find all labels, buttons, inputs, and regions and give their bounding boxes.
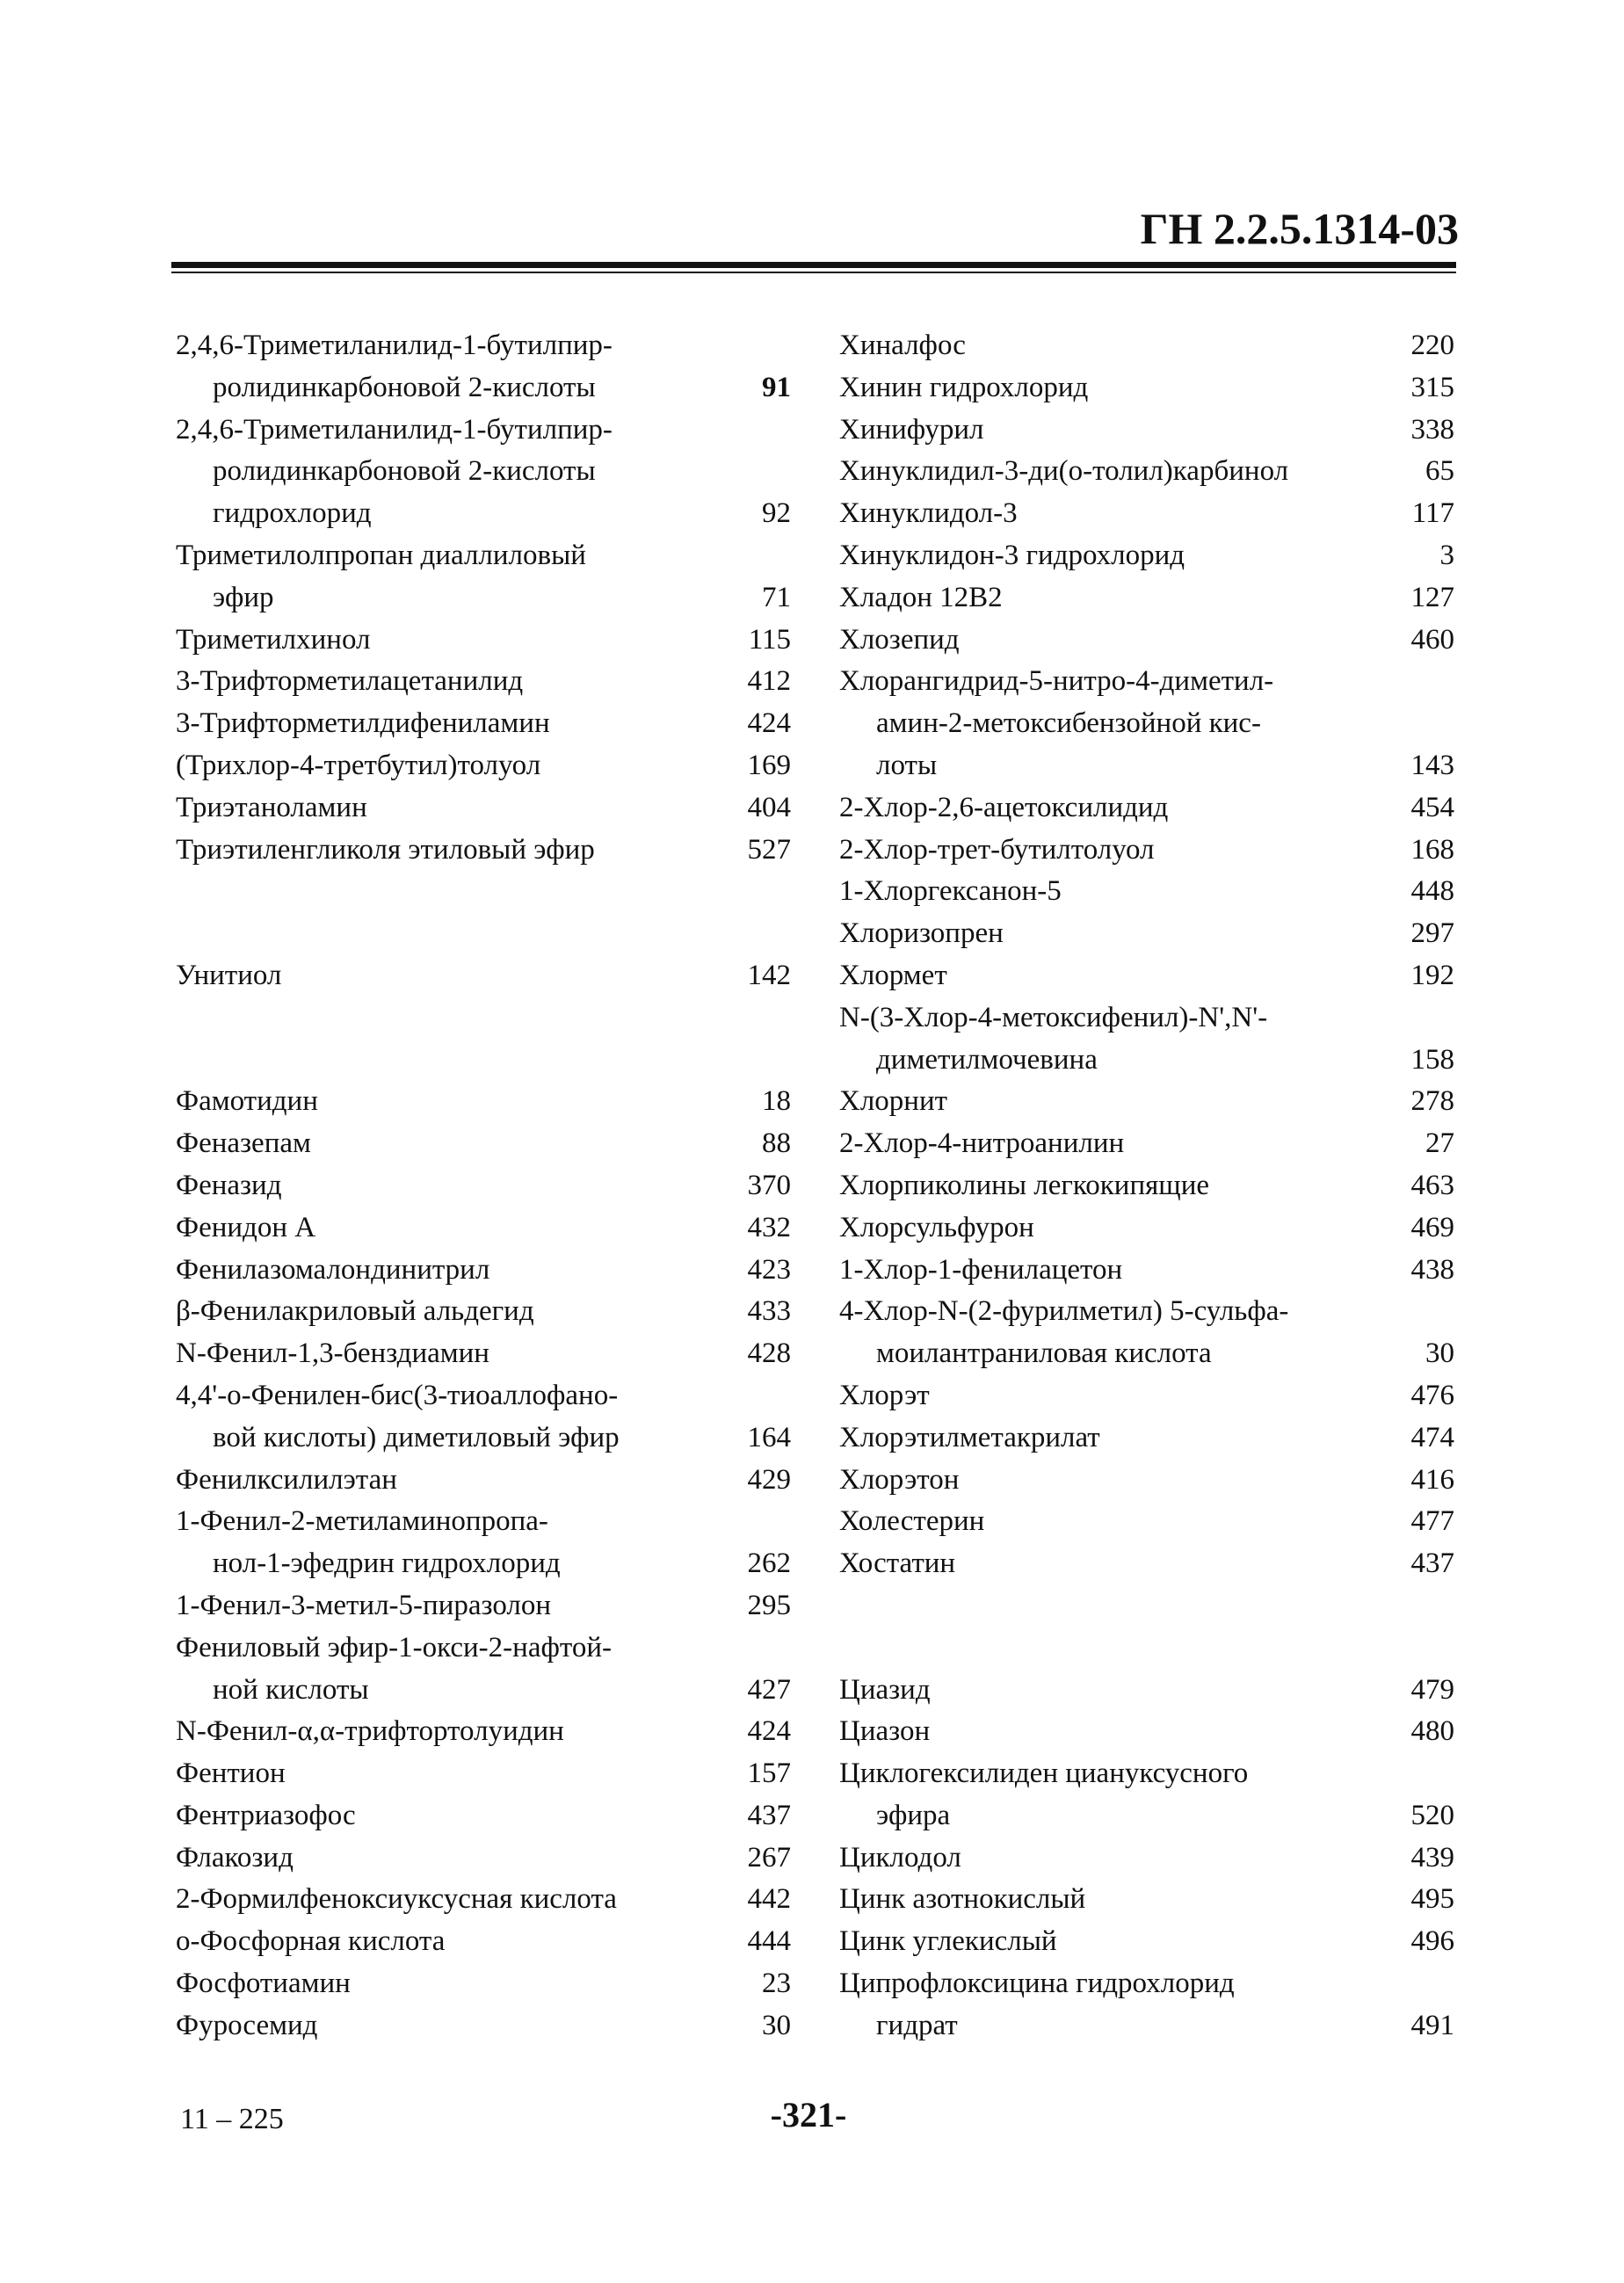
index-entry-term-line: Триэтиленгликоля этиловый эфир [176, 833, 595, 866]
index-entry-term-line: N-Фенил-1,3-бенздиамин [176, 1337, 489, 1370]
index-entry-term [839, 1250, 1454, 1292]
index-entry-term [839, 997, 1454, 1082]
index-entry-page: 220 [1410, 330, 1454, 361]
index-entry [839, 1081, 1454, 1123]
index-entry-term-line: Триэтаноламин [176, 791, 367, 823]
index-entry-term [839, 1417, 1454, 1460]
index-entry-term-line: ролидинкарбоновой 2-кислоты [213, 371, 596, 403]
index-entry-term-line: N-(3-Хлор-4-метоксифенил)-N',N'- [839, 1001, 1268, 1033]
index-entry-term-line: Холестерин [839, 1505, 985, 1538]
index-entry-page: 370 [747, 1169, 791, 1201]
index-entry-term-line: Фентион [176, 1758, 286, 1790]
index-entry-term [839, 451, 1454, 493]
index-entry-term [176, 1963, 791, 2005]
index-entry [176, 409, 791, 535]
index-entry-page: 437 [747, 1799, 791, 1831]
index-entry [176, 955, 791, 997]
index-entry-term [176, 1081, 791, 1123]
index-entry-term-line: Фенилксилилэтан [176, 1463, 397, 1496]
index-entry [839, 1670, 1454, 1712]
index-entry [839, 577, 1454, 620]
index-entry-page: 30 [1425, 1337, 1454, 1370]
index-entry-page: 424 [747, 707, 791, 740]
footer-sheet-number: 11 – 225 [180, 2103, 284, 2135]
index-entry-term [839, 1123, 1454, 1165]
index-entry [839, 325, 1454, 367]
index-entry-term-line: Фамотидин [176, 1085, 318, 1118]
index-entry-term [839, 620, 1454, 662]
index-entry [839, 830, 1454, 872]
index-entry [176, 1165, 791, 1207]
index-entry-page: 416 [1410, 1463, 1454, 1496]
index-entry [176, 787, 791, 830]
index-entry [839, 451, 1454, 493]
index-entry-term [839, 1879, 1454, 1921]
index-entry-term [176, 1250, 791, 1292]
index-entry [839, 409, 1454, 452]
index-entry-term-line: 4-Хлор-N-(2-фурилметил) 5-сульфа- [839, 1295, 1289, 1328]
index-entry-term-line: Хинуклидол-3 [839, 497, 1018, 530]
index-entry-term-line: Хлорнит [839, 1085, 948, 1118]
index-entry [176, 830, 791, 872]
index-entry-term-line: о-Фосфорная кислота [176, 1925, 446, 1958]
index-entry-page: 437 [1410, 1547, 1454, 1580]
index-entry [839, 997, 1454, 1082]
index-entry-term [839, 409, 1454, 452]
index-entry [176, 1291, 791, 1333]
index-entry-page: 454 [1410, 791, 1454, 823]
index-entry [176, 1921, 791, 1963]
index-entry-page: 115 [748, 623, 791, 656]
index-entry-term-line: вой кислоты) диметиловый эфир [213, 1421, 620, 1453]
index-column-left [176, 325, 791, 2047]
index-entry-term [839, 1837, 1454, 1880]
index-entry-term-line: 2-Хлор-трет-бутилтолуол [839, 833, 1155, 866]
index-entry-term [176, 1879, 791, 1921]
index-entry-term [839, 1375, 1454, 1417]
index-entry-term [839, 535, 1454, 577]
index-entry [839, 1417, 1454, 1460]
index-entry-term [176, 787, 791, 830]
index-entry-page: 469 [1410, 1211, 1454, 1243]
index-entry-term-line: Хлорпиколины легкокипящие [839, 1169, 1210, 1201]
index-entry-page: 30 [762, 2009, 791, 2041]
index-entry-term [176, 745, 791, 787]
index-entry-term-line: 1-Хлор-1-фенилацетон [839, 1253, 1123, 1286]
index-entry-term [176, 1333, 791, 1375]
header-rule-thin [171, 272, 1456, 273]
index-entry [176, 1460, 791, 1502]
index-entry-page: 157 [747, 1758, 791, 1790]
index-entry-term [176, 325, 791, 409]
index-entry-term-line: 3-Трифторметилдифениламин [176, 707, 550, 740]
document-code: ГН 2.2.5.1314-03 [1140, 204, 1459, 253]
section-gap [176, 997, 791, 1082]
index-entry-page: 442 [747, 1883, 791, 1916]
index-entry-term-line: Хладон 12В2 [839, 581, 1003, 613]
index-entry-term-line: Хинуклидил-3-ди(о-толил)карбинол [839, 455, 1289, 488]
index-entry [176, 703, 791, 745]
index-entry-term [176, 535, 791, 620]
index-entry-term [176, 703, 791, 745]
index-entry-page: 460 [1410, 623, 1454, 656]
index-entry-page: 444 [747, 1925, 791, 1958]
index-entry [839, 1711, 1454, 1753]
index-entry-term [176, 1460, 791, 1502]
index-entry-term [839, 367, 1454, 409]
index-entry-page: 476 [1410, 1379, 1454, 1411]
index-entry-term [176, 1627, 791, 1712]
index-entry [176, 745, 791, 787]
index-entry-page: 315 [1410, 371, 1454, 403]
index-entry-term [176, 409, 791, 535]
index-entry-term [176, 620, 791, 662]
index-entry-term-line: Ципрофлоксицина гидрохлорид [839, 1968, 1235, 2000]
index-entry-term-line: 2-Формилфеноксиуксусная кислота [176, 1883, 617, 1916]
index-entry-page: 433 [747, 1295, 791, 1328]
index-entry-term-line: ролидинкарбоновой 2-кислоты [213, 455, 596, 488]
index-entry-page: 92 [762, 497, 791, 530]
index-entry-term [176, 955, 791, 997]
index-entry [839, 1375, 1454, 1417]
index-entry-term-line: Хлоризопрен [839, 917, 1004, 950]
index-entry-term [839, 871, 1454, 913]
index-entry-page: 520 [1410, 1799, 1454, 1831]
index-entry-term-line: Циазон [839, 1715, 931, 1748]
index-entry-page: 158 [1410, 1043, 1454, 1076]
index-entry-page: 88 [762, 1127, 791, 1160]
index-entry-term-line: N-Фенил-α,α-трифтортолуидин [176, 1715, 564, 1748]
index-entry-page: 127 [1410, 581, 1454, 613]
index-entry-term [839, 1207, 1454, 1250]
index-entry [176, 1501, 791, 1585]
index-entry [176, 1837, 791, 1880]
index-entry-term [839, 913, 1454, 955]
index-entry-term-line: Фосфотиамин [176, 1968, 351, 2000]
index-entry [839, 1543, 1454, 1585]
index-entry-term [839, 955, 1454, 997]
index-entry-term [839, 1165, 1454, 1207]
index-entry-term-line: Фентриазофос [176, 1799, 356, 1831]
index-entry-term-line: Фенидон А [176, 1211, 316, 1243]
index-entry-term-line: Хлозепид [839, 623, 960, 656]
index-entry-term-line: эфира [876, 1799, 951, 1831]
index-entry-term [839, 1460, 1454, 1502]
index-entry-term-line: (Трихлор-4-третбутил)толуол [176, 749, 541, 781]
index-entry [176, 535, 791, 620]
index-entry-term [176, 1795, 791, 1837]
section-gap [839, 1585, 1454, 1670]
index-entry-page: 192 [1410, 959, 1454, 991]
index-entry-term-line: моилантраниловая кислота [876, 1337, 1212, 1370]
index-entry-page: 18 [762, 1085, 791, 1118]
index-entry-term-line: 3-Трифторметилацетанилид [176, 665, 524, 698]
index-entry-term-line: Триметилхинол [176, 623, 371, 656]
index-entry-term-line: Хиналфос [839, 330, 966, 361]
index-entry [176, 1250, 791, 1292]
index-entry-term-line: Цинк азотнокислый [839, 1883, 1086, 1916]
index-entry [839, 1501, 1454, 1543]
index-entry-term [839, 1921, 1454, 1963]
index-entry-term [176, 1711, 791, 1753]
index-entry [839, 1837, 1454, 1880]
index-entry-term-line: Хлорангидрид-5-нитро-4-диметил- [839, 665, 1274, 698]
index-entry-page: 412 [747, 665, 791, 698]
index-entry-page: 142 [747, 959, 791, 991]
index-entry-page: 448 [1410, 875, 1454, 908]
index-entry-page: 3 [1439, 539, 1454, 571]
index-entry-term-line: 2-Хлор-4-нитроанилин [839, 1127, 1125, 1160]
index-entry-term-line: амин-2-метоксибензойной кис- [876, 707, 1261, 740]
index-entry [839, 955, 1454, 997]
index-entry-term [839, 577, 1454, 620]
index-entry-term [176, 1501, 791, 1585]
index-entry-term-line: нол-1-эфедрин гидрохлорид [213, 1547, 561, 1580]
index-entry-term-line: 2,4,6-Триметиланилид-1-бутилпир- [176, 330, 613, 361]
index-entry-term-line: 2-Хлор-2,6-ацетоксилидид [839, 791, 1169, 823]
index-entry-term-line: диметилмочевина [876, 1043, 1098, 1076]
index-entry-page: 480 [1410, 1715, 1454, 1748]
index-entry-term-line: 4,4'-о-Фенилен-бис(3-тиоаллофано- [176, 1379, 619, 1411]
index-entry-term [839, 325, 1454, 367]
index-entry-term-line: 1-Фенил-2-метиламинопропа- [176, 1505, 548, 1538]
index-entry-term-line: Хлорэтон [839, 1463, 960, 1496]
index-entry-term-line: Циклодол [839, 1841, 961, 1874]
index-entry [839, 1753, 1454, 1837]
index-entry-page: 477 [1410, 1505, 1454, 1538]
index-entry [176, 1963, 791, 2005]
index-entry-term-line: Цинк углекислый [839, 1925, 1057, 1958]
index-entry-term [839, 1963, 1454, 2047]
index-entry-term [839, 1670, 1454, 1712]
index-entry-term-line: Фенилазомалондинитрил [176, 1253, 490, 1286]
index-entry-page: 428 [747, 1337, 791, 1370]
index-entry-page: 91 [762, 371, 791, 403]
index-entry-page: 23 [762, 1968, 791, 2000]
index-entry-term [176, 1375, 791, 1460]
index-entry [839, 871, 1454, 913]
index-entry-page: 168 [1410, 833, 1454, 866]
index-entry-term [839, 1543, 1454, 1585]
header-rule-thick [171, 262, 1456, 268]
index-entry-term-line: гидрохлорид [213, 497, 372, 530]
index-entry-term [839, 787, 1454, 830]
index-entry [839, 493, 1454, 535]
index-entry-term-line: Феназид [176, 1169, 282, 1201]
index-entry-page: 143 [1410, 749, 1454, 781]
index-entry-term-line: Хлормет [839, 959, 947, 991]
index-entry [176, 1207, 791, 1250]
index-entry-page: 295 [747, 1589, 791, 1621]
index-entry-term-line: Хинуклидон-3 гидрохлорид [839, 539, 1185, 571]
index-entry-term-line: 1-Хлоргексанон-5 [839, 875, 1062, 908]
index-entry-term [176, 1165, 791, 1207]
index-entry-term [839, 661, 1454, 786]
index-entry [176, 1333, 791, 1375]
index-entry-term-line: Хостатин [839, 1547, 956, 1580]
index-entry-page: 432 [747, 1211, 791, 1243]
index-entry [839, 1963, 1454, 2047]
index-entry [839, 367, 1454, 409]
index-entry-term-line: гидрат [876, 2009, 958, 2041]
index-entry-term-line: лоты [876, 749, 938, 781]
index-entry-term [176, 1837, 791, 1880]
index-entry-term [839, 1501, 1454, 1543]
index-entry-term [176, 830, 791, 872]
index-entry-page: 164 [747, 1421, 791, 1453]
index-entry-term [839, 1711, 1454, 1753]
index-entry-term-line: Хлорсульфурон [839, 1211, 1034, 1243]
index-entry [176, 1585, 791, 1627]
index-entry-term-line: Циазид [839, 1673, 931, 1706]
index-entry-term [176, 1123, 791, 1165]
index-entry-term [176, 661, 791, 703]
index-entry-page: 278 [1410, 1085, 1454, 1118]
index-entry-term-line: Фуросемид [176, 2009, 318, 2041]
index-entry-term [176, 1921, 791, 1963]
index-entry-page: 423 [747, 1253, 791, 1286]
index-entry-page: 479 [1410, 1673, 1454, 1706]
index-entry-page: 117 [1411, 497, 1454, 530]
index-entry [839, 1291, 1454, 1375]
index-entry-page: 65 [1425, 455, 1454, 488]
index-entry [176, 325, 791, 409]
index-entry [176, 1711, 791, 1753]
index-entry-term [176, 1753, 791, 1795]
index-entry-term [176, 1585, 791, 1627]
index-entry [839, 1460, 1454, 1502]
index-entry-page: 71 [762, 581, 791, 613]
index-entry-page: 404 [747, 791, 791, 823]
index-entry-page: 427 [747, 1673, 791, 1706]
index-entry [839, 1165, 1454, 1207]
index-entry-term-line: Хлорэт [839, 1379, 930, 1411]
index-entry-term-line: ной кислоты [213, 1673, 369, 1706]
index-entry [839, 535, 1454, 577]
index-entry-term-line: Триметилолпропан диаллиловый [176, 539, 586, 571]
section-gap [176, 871, 791, 955]
index-entry-page: 474 [1410, 1421, 1454, 1453]
index-entry-page: 424 [747, 1715, 791, 1748]
index-entry [176, 1795, 791, 1837]
index-entry [176, 1123, 791, 1165]
index-column-right [839, 325, 1454, 2047]
index-entry-page: 297 [1410, 917, 1454, 950]
index-entry-term [839, 830, 1454, 872]
index-entry [839, 913, 1454, 955]
index-entry-page: 429 [747, 1463, 791, 1496]
index-entry-term-line: Хлорэтилметакрилат [839, 1421, 1100, 1453]
index-entry-page: 438 [1410, 1253, 1454, 1286]
index-entry-page: 338 [1410, 413, 1454, 446]
index-entry [839, 1879, 1454, 1921]
index-entry-page: 495 [1410, 1883, 1454, 1916]
index-entry-term [176, 2005, 791, 2047]
index-entry [176, 2005, 791, 2047]
index-entry [176, 620, 791, 662]
index-entry [839, 1250, 1454, 1292]
index-entry-term-line: β-Фенилакриловый альдегид [176, 1295, 534, 1328]
index-entry-term-line: Хинин гидрохлорид [839, 371, 1089, 403]
index-entry-term [839, 1291, 1454, 1375]
index-entry [176, 661, 791, 703]
index-entry-page: 463 [1410, 1169, 1454, 1201]
index-entry-term-line: Феназепам [176, 1127, 311, 1160]
index-entry [176, 1753, 791, 1795]
index-entry-term-line: Циклогексилиден циануксусного [839, 1758, 1249, 1790]
index-entry-page: 262 [747, 1547, 791, 1580]
index-entry-page: 491 [1410, 2009, 1454, 2041]
index-entry [839, 620, 1454, 662]
index-entry [839, 661, 1454, 786]
index-entry-term [839, 493, 1454, 535]
index-entry [839, 1207, 1454, 1250]
page-number: -321- [770, 2095, 847, 2134]
index-entry-term-line: Флакозид [176, 1841, 294, 1874]
index-entry-term [839, 1753, 1454, 1837]
index-entry-term-line: Фениловый эфир-1-окси-2-нафтой- [176, 1631, 612, 1663]
index-entry [839, 1921, 1454, 1963]
index-entry [176, 1879, 791, 1921]
index-entry-term-line: 1-Фенил-3-метил-5-пиразолон [176, 1589, 552, 1621]
index-entry [176, 1627, 791, 1712]
index-entry-term [839, 1081, 1454, 1123]
index-entry [839, 1123, 1454, 1165]
index-entry [176, 1375, 791, 1460]
index-entry [176, 1081, 791, 1123]
index-entry-page: 527 [747, 833, 791, 866]
index-entry-page: 27 [1425, 1127, 1454, 1160]
index-entry-page: 267 [747, 1841, 791, 1874]
index-entry-term-line: 2,4,6-Триметиланилид-1-бутилпир- [176, 413, 613, 446]
index-entry-term [176, 1291, 791, 1333]
index-entry-page: 439 [1410, 1841, 1454, 1874]
index-entry-term-line: Унитиол [176, 959, 282, 991]
index-entry [839, 787, 1454, 830]
index-entry-term [176, 1207, 791, 1250]
index-entry-term-line: эфир [213, 581, 274, 613]
index-entry-term-line: Хинифурил [839, 413, 984, 446]
index-entry-page: 496 [1410, 1925, 1454, 1958]
index-entry-page: 169 [747, 749, 791, 781]
